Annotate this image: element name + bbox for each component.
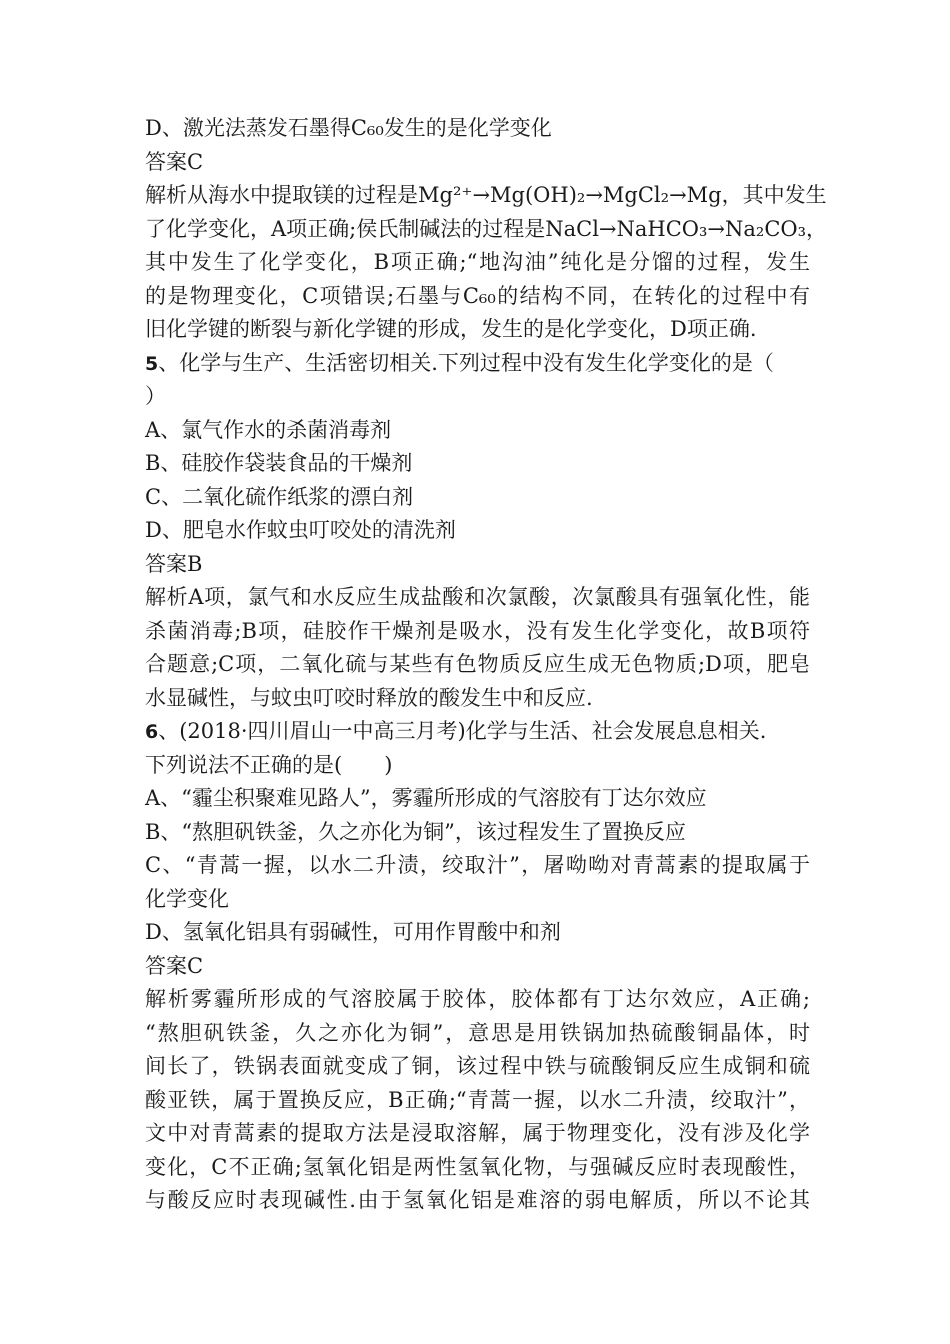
- q6-stem: [145, 715, 810, 749]
- q6-option-b: B、“熬胆矾铁釜，久之亦化为铜”，该过程发生了置换反应: [145, 819, 686, 844]
- q5-option-a: A、氯气作水的杀菌消毒剂: [145, 417, 392, 442]
- q5-explanation-line: 解析A项，氯气和水反应生成盐酸和次氯酸，次氯酸具有强氧化性，能: [145, 585, 810, 609]
- q6-option-c-cont: 化学变化: [145, 886, 229, 911]
- q6-explanation-line: 酸亚铁，属于置换反应，B正确;“青蒿一握，以水二升渍，绞取汁”，: [145, 1087, 810, 1112]
- q4-explanation-line: 的是物理变化，C项错误;石墨与C₆₀的结构不同，在转化的过程中有: [145, 283, 810, 308]
- q6-option-d: D、氢氧化铝具有弱碱性，可用作胃酸中和剂: [145, 920, 561, 944]
- q6-stem-cont: 下列说法不正确的是( ): [145, 752, 393, 777]
- q6-number: 6: [145, 721, 159, 743]
- q5-option-b: B、硅胶作袋装食品的干燥剂: [145, 451, 413, 475]
- document-page: [145, 112, 828, 1218]
- q5-explanation-line: 合题意;C项，二氧化硫与某些有色物质反应生成无色物质;D项，肥皂: [145, 652, 810, 676]
- q6-explanation-line: 与酸反应时表现碱性.由于氢氧化铝是难溶的弱电解质，所以不论其: [145, 1188, 810, 1212]
- q6-answer: 答案C: [145, 953, 204, 978]
- q5-explanation-line: 杀菌消毒;B项，硅胶作干燥剂是吸水，没有发生化学变化，故B项符: [145, 618, 810, 643]
- q6-explanation-line: 文中对青蒿素的提取方法是浸取溶解，属于物理变化，没有涉及化学: [145, 1121, 810, 1145]
- q6-explanation-line: “熬胆矾铁釜，久之亦化为铜”，意思是用铁锅加热硫酸铜晶体，时: [145, 1020, 810, 1045]
- q5-stem: [145, 347, 810, 381]
- q4-explanation-line: 其中发生了化学变化，B项正确;“地沟油”纯化是分馏的过程，发生: [145, 250, 810, 274]
- q5-explanation-line: 水显碱性，与蚊虫叮咬时释放的酸发生中和反应.: [145, 685, 593, 710]
- q5-answer: 答案B: [145, 551, 203, 576]
- q5-stem-cont: ）: [145, 384, 166, 408]
- q6-explanation-line: 解析雾霾所形成的气溶胶属于胶体，胶体都有丁达尔效应，A正确;: [145, 987, 810, 1011]
- q6-explanation-line: 间长了，铁锅表面就变成了铜，该过程中铁与硫酸铜反应生成铜和硫: [145, 1054, 810, 1078]
- q5-option-d: D、肥皂水作蚊虫叮咬处的清洗剂: [145, 518, 456, 542]
- q6-option-a: A、“霾尘积聚难见路人”，雾霾所形成的气溶胶有丁达尔效应: [145, 786, 707, 810]
- q5-option-c: C、二氧化硫作纸浆的漂白剂: [145, 484, 414, 509]
- q4-explanation-line: 了化学变化，A项正确;侯氏制碱法的过程是NaCl→NaHCO₃→Na₂CO₃，: [145, 216, 828, 241]
- q5-number: 5: [145, 352, 159, 375]
- q6-explanation-line: 变化，C不正确;氢氧化铝是两性氢氧化物，与强碱反应时表现酸性，: [145, 1154, 810, 1179]
- q6-option-c: C、“青蒿一握，以水二升渍，绞取汁”，屠呦呦对青蒿素的提取属于: [145, 853, 810, 877]
- q4-answer: 答案C: [145, 149, 204, 174]
- q5-stem-text: 、化学与生产、生活密切相关.下列过程中没有发生化学变化的是（: [158, 350, 774, 375]
- q4-explanation-line: 旧化学键的断裂与新化学键的形成，发生的是化学变化，D项正确.: [145, 317, 757, 341]
- q4-explanation-line: 解析从海水中提取镁的过程是Mg²⁺→Mg(OH)₂→MgCl₂→Mg，其中发生: [145, 183, 827, 207]
- q6-stem-text: 、(2018·四川眉山一中高三月考)化学与生活、社会发展息息相关.: [158, 719, 767, 743]
- q4-option-d: D、激光法蒸发石墨得C₆₀发生的是化学变化: [145, 116, 552, 140]
